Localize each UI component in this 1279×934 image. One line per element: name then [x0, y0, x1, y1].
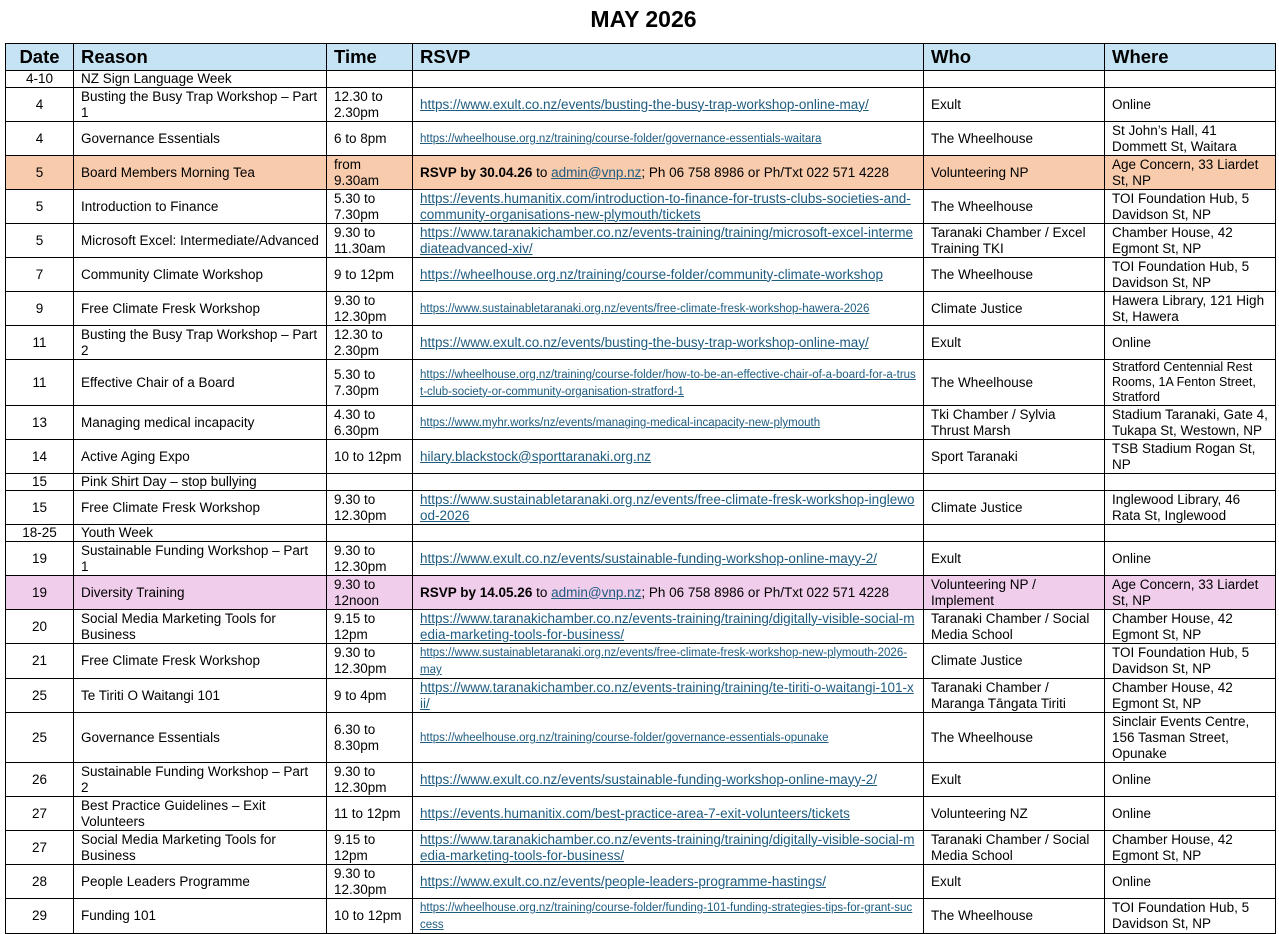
header-row: [6, 44, 1276, 71]
who-cell: The Wheelhouse: [924, 122, 1105, 156]
table-row: [6, 763, 1276, 797]
header-reason: Reason: [74, 44, 327, 71]
rsvp-link[interactable]: https://wheelhouse.org.nz/training/course-folder/governance-essentials-waitara: [420, 133, 822, 145]
rsvp-link[interactable]: https://www.sustainabletaranaki.org.nz/events/free-climate-fresk-workshop-hawera-2026: [420, 303, 870, 315]
date-cell: 4: [6, 122, 74, 156]
reason-cell: Social Media Marketing Tools for Business: [74, 831, 327, 865]
reason-cell: Community Climate Workshop: [74, 258, 327, 292]
who-cell: Volunteering NZ: [924, 797, 1105, 831]
time-cell: 9.30 to 11.30am: [327, 224, 413, 258]
time-cell: [327, 525, 413, 542]
where-cell: Age Concern, 33 Liardet St, NP: [1105, 156, 1276, 190]
date-cell: 15: [6, 491, 74, 525]
where-cell: St John’s Hall, 41 Dommett St, Waitara: [1105, 122, 1276, 156]
who-cell: [924, 525, 1105, 542]
time-cell: 9.30 to 12.30pm: [327, 763, 413, 797]
reason-cell: Introduction to Finance: [74, 190, 327, 224]
table-row: [6, 525, 1276, 542]
date-cell: 27: [6, 831, 74, 865]
reason-cell: Managing medical incapacity: [74, 406, 327, 440]
where-cell: [1105, 71, 1276, 88]
page-title: MAY 2026: [590, 6, 697, 32]
where-cell: Chamber House, 42 Egmont St, NP: [1105, 610, 1276, 644]
rsvp-link[interactable]: https://www.exult.co.nz/events/sustainable-funding-workshop-online-mayy-2/: [420, 550, 877, 566]
time-cell: 10 to 12pm: [327, 440, 413, 474]
where-cell: Age Concern, 33 Liardet St, NP: [1105, 576, 1276, 610]
date-cell: 15: [6, 474, 74, 491]
time-cell: 5.30 to 7.30pm: [327, 190, 413, 224]
rsvp-cell: [413, 88, 924, 122]
date-cell: 19: [6, 542, 74, 576]
time-cell: 9 to 4pm: [327, 679, 413, 713]
who-cell: Climate Justice: [924, 491, 1105, 525]
time-cell: 6.30 to 8.30pm: [327, 713, 413, 763]
rsvp-link[interactable]: https://www.exult.co.nz/events/busting-the-busy-trap-workshop-online-may/: [420, 96, 869, 112]
rsvp-phone: ; Ph 06 758 8986 or Ph/Txt 022 571 4228: [641, 584, 890, 600]
reason-cell: People Leaders Programme: [74, 865, 327, 899]
date-cell: 5: [6, 156, 74, 190]
date-cell: 5: [6, 224, 74, 258]
rsvp-cell: [413, 491, 924, 525]
where-cell: Sinclair Events Centre, 156 Tasman Street, Opunake: [1105, 713, 1276, 763]
reason-cell: Diversity Training: [74, 576, 327, 610]
rsvp-link[interactable]: https://www.sustainabletaranaki.org.nz/events/free-climate-fresk-workshop-inglewood-2026: [420, 491, 915, 523]
where-cell: TOI Foundation Hub, 5 Davidson St, NP: [1105, 190, 1276, 224]
who-cell: Taranaki Chamber / Maranga Tāngata Tiriti: [924, 679, 1105, 713]
date-cell: 5: [6, 190, 74, 224]
header-date: Date: [6, 44, 74, 71]
table-row: [6, 440, 1276, 474]
table-row: [6, 71, 1276, 88]
time-cell: 9.30 to 12.30pm: [327, 644, 413, 679]
date-cell: 11: [6, 360, 74, 406]
time-cell: 9.30 to 12.30pm: [327, 865, 413, 899]
time-cell: 9.15 to 12pm: [327, 831, 413, 865]
rsvp-link[interactable]: https://www.taranakichamber.co.nz/events-training/training/microsoft-excel-intermediateadvanced-xiv/: [420, 224, 913, 256]
date-cell: 13: [6, 406, 74, 440]
table-row: [6, 797, 1276, 831]
reason-cell: Pink Shirt Day – stop bullying: [74, 474, 327, 491]
time-cell: 5.30 to 7.30pm: [327, 360, 413, 406]
table-row: [6, 576, 1276, 610]
who-cell: Climate Justice: [924, 292, 1105, 326]
reason-cell: Busting the Busy Trap Workshop – Part 1: [74, 88, 327, 122]
time-cell: 9.30 to 12.30pm: [327, 292, 413, 326]
reason-cell: Best Practice Guidelines – Exit Volunteers: [74, 797, 327, 831]
rsvp-cell: [413, 224, 924, 258]
where-cell: TOI Foundation Hub, 5 Davidson St, NP: [1105, 644, 1276, 679]
reason-cell: Effective Chair of a Board: [74, 360, 327, 406]
who-cell: Volunteering NP / Implement: [924, 576, 1105, 610]
rsvp-cell: [413, 576, 924, 610]
header-where: Where: [1105, 44, 1276, 71]
table-row: [6, 713, 1276, 763]
who-cell: Taranaki Chamber / Social Media School: [924, 610, 1105, 644]
table-row: [6, 474, 1276, 491]
header-time: Time: [327, 44, 413, 71]
rsvp-link[interactable]: https://www.exult.co.nz/events/people-leaders-programme-hastings/: [420, 873, 826, 889]
reason-cell: Microsoft Excel: Intermediate/Advanced: [74, 224, 327, 258]
date-cell: 9: [6, 292, 74, 326]
rsvp-cell: [413, 525, 924, 542]
rsvp-deadline: RSVP by 14.05.26: [420, 584, 533, 600]
who-cell: Climate Justice: [924, 644, 1105, 679]
rsvp-cell: [413, 326, 924, 360]
date-cell: 21: [6, 644, 74, 679]
where-cell: [1105, 525, 1276, 542]
date-cell: 25: [6, 713, 74, 763]
table-row: [6, 679, 1276, 713]
rsvp-cell: [413, 831, 924, 865]
where-cell: Stratford Centennial Rest Rooms, 1A Fenton Street, Stratford: [1105, 360, 1276, 406]
where-cell: Online: [1105, 542, 1276, 576]
rsvp-link[interactable]: https://wheelhouse.org.nz/training/course-folder/governance-essentials-opunake: [420, 732, 829, 744]
where-cell: TOI Foundation Hub, 5 Davidson St, NP: [1105, 258, 1276, 292]
rsvp-cell: [413, 258, 924, 292]
rsvp-cell: [413, 71, 924, 88]
where-cell: Chamber House, 42 Egmont St, NP: [1105, 831, 1276, 865]
rsvp-link[interactable]: https://www.exult.co.nz/events/busting-the-busy-trap-workshop-online-may/: [420, 334, 869, 350]
reason-cell: Free Climate Fresk Workshop: [74, 644, 327, 679]
rsvp-link[interactable]: https://www.taranakichamber.co.nz/events-training/training/digitally-visible-social-media-marketing-tools-for-business/: [420, 831, 915, 863]
rsvp-cell: [413, 474, 924, 491]
rsvp-link[interactable]: hilary.blackstock@sporttaranaki.org.nz: [420, 448, 652, 464]
header-who: Who: [924, 44, 1105, 71]
reason-cell: Sustainable Funding Workshop – Part 2: [74, 763, 327, 797]
who-cell: The Wheelhouse: [924, 190, 1105, 224]
date-cell: 18-25: [6, 525, 74, 542]
who-cell: Sport Taranaki: [924, 440, 1105, 474]
reason-cell: Funding 101: [74, 899, 327, 934]
who-cell: Taranaki Chamber / Excel Training TKI: [924, 224, 1105, 258]
table-row: [6, 542, 1276, 576]
table-row: [6, 865, 1276, 899]
table-row: [6, 258, 1276, 292]
reason-cell: Governance Essentials: [74, 122, 327, 156]
time-cell: 9.30 to 12.30pm: [327, 542, 413, 576]
date-cell: 11: [6, 326, 74, 360]
who-cell: Volunteering NP: [924, 156, 1105, 190]
rsvp-link[interactable]: https://events.humanitix.com/best-practice-area-7-exit-volunteers/tickets: [420, 805, 850, 821]
rsvp-cell: [413, 763, 924, 797]
date-cell: 27: [6, 797, 74, 831]
reason-cell: Te Tiriti O Waitangi 101: [74, 679, 327, 713]
reason-cell: Youth Week: [74, 525, 327, 542]
reason-cell: NZ Sign Language Week: [74, 71, 327, 88]
who-cell: The Wheelhouse: [924, 899, 1105, 934]
date-cell: 28: [6, 865, 74, 899]
rsvp-cell: [413, 899, 924, 934]
date-cell: 7: [6, 258, 74, 292]
time-cell: 12.30 to 2.30pm: [327, 88, 413, 122]
who-cell: The Wheelhouse: [924, 258, 1105, 292]
rsvp-phone: ; Ph 06 758 8986 or Ph/Txt 022 571 4228: [641, 164, 890, 180]
rsvp-cell: [413, 190, 924, 224]
rsvp-to: to: [532, 584, 552, 600]
time-cell: 9.15 to 12pm: [327, 610, 413, 644]
time-cell: 6 to 8pm: [327, 122, 413, 156]
rsvp-cell: [413, 713, 924, 763]
time-cell: 11 to 12pm: [327, 797, 413, 831]
time-cell: 10 to 12pm: [327, 899, 413, 934]
reason-cell: Free Climate Fresk Workshop: [74, 292, 327, 326]
time-cell: 12.30 to 2.30pm: [327, 326, 413, 360]
table-row: [6, 610, 1276, 644]
rsvp-cell: [413, 292, 924, 326]
table-row: [6, 360, 1276, 406]
where-cell: [1105, 474, 1276, 491]
time-cell: [327, 71, 413, 88]
reason-cell: Free Climate Fresk Workshop: [74, 491, 327, 525]
time-cell: [327, 474, 413, 491]
time-cell: 9.30 to 12noon: [327, 576, 413, 610]
where-cell: Stadium Taranaki, Gate 4, Tukapa St, Westown, NP: [1105, 406, 1276, 440]
rsvp-cell: [413, 406, 924, 440]
rsvp-cell: [413, 542, 924, 576]
rsvp-cell: [413, 644, 924, 679]
date-cell: 14: [6, 440, 74, 474]
who-cell: Exult: [924, 763, 1105, 797]
who-cell: Exult: [924, 865, 1105, 899]
rsvp-cell: [413, 122, 924, 156]
rsvp-cell: [413, 610, 924, 644]
table-row: [6, 122, 1276, 156]
date-cell: 20: [6, 610, 74, 644]
rsvp-link[interactable]: https://wheelhouse.org.nz/training/course-folder/how-to-be-an-effective-chair-of-a-board-for-a-trust-club-society-or-community-organisation-stratford-1: [420, 368, 916, 398]
rsvp-deadline: RSVP by 30.04.26: [420, 164, 533, 180]
rsvp-cell: [413, 360, 924, 406]
date-cell: 25: [6, 679, 74, 713]
date-cell: 19: [6, 576, 74, 610]
table-row: [6, 899, 1276, 934]
rsvp-link[interactable]: https://wheelhouse.org.nz/training/course-folder/community-climate-workshop: [420, 266, 883, 282]
where-cell: Online: [1105, 865, 1276, 899]
reason-cell: Sustainable Funding Workshop – Part 1: [74, 542, 327, 576]
rsvp-link[interactable]: https://www.taranakichamber.co.nz/events-training/training/te-tiriti-o-waitangi-101-xii/: [420, 679, 914, 711]
rsvp-email-link[interactable]: admin@vnp.nz: [551, 164, 642, 180]
time-cell: from 9.30am: [327, 156, 413, 190]
date-cell: 4: [6, 88, 74, 122]
where-cell: TOI Foundation Hub, 5 Davidson St, NP: [1105, 899, 1276, 934]
where-cell: Online: [1105, 763, 1276, 797]
table-row: [6, 491, 1276, 525]
rsvp-cell: [413, 865, 924, 899]
date-cell: 29: [6, 899, 74, 934]
rsvp-link[interactable]: https://www.sustainabletaranaki.org.nz/events/free-climate-fresk-workshop-new-plymouth-2026-may: [420, 647, 908, 676]
who-cell: [924, 474, 1105, 491]
who-cell: Tki Chamber / Sylvia Thrust Marsh: [924, 406, 1105, 440]
rsvp-cell: [413, 797, 924, 831]
where-cell: Online: [1105, 326, 1276, 360]
reason-cell: Governance Essentials: [74, 713, 327, 763]
table-row: [6, 326, 1276, 360]
rsvp-link[interactable]: https://events.humanitix.com/introduction-to-finance-for-trusts-clubs-societies-and-community-organisations-new-plymouth/tickets: [420, 190, 911, 222]
rsvp-cell: [413, 679, 924, 713]
table-row: [6, 831, 1276, 865]
table-row: [6, 292, 1276, 326]
who-cell: Taranaki Chamber / Social Media School: [924, 831, 1105, 865]
table-row: [6, 88, 1276, 122]
reason-cell: Board Members Morning Tea: [74, 156, 327, 190]
where-cell: Chamber House, 42 Egmont St, NP: [1105, 679, 1276, 713]
who-cell: Exult: [924, 326, 1105, 360]
rsvp-link[interactable]: https://www.exult.co.nz/events/sustainable-funding-workshop-online-mayy-2/: [420, 771, 877, 787]
time-cell: 4.30 to 6.30pm: [327, 406, 413, 440]
table-row: [6, 190, 1276, 224]
where-cell: Inglewood Library, 46 Rata St, Inglewood: [1105, 491, 1276, 525]
where-cell: Online: [1105, 88, 1276, 122]
events-table: [5, 43, 1276, 934]
date-cell: 26: [6, 763, 74, 797]
who-cell: The Wheelhouse: [924, 713, 1105, 763]
table-row: [6, 156, 1276, 190]
rsvp-link[interactable]: https://www.taranakichamber.co.nz/events-training/training/digitally-visible-social-media-marketing-tools-for-business/: [420, 610, 915, 642]
time-cell: 9.30 to 12.30pm: [327, 491, 413, 525]
header-rsvp: RSVP: [413, 44, 924, 71]
where-cell: Chamber House, 42 Egmont St, NP: [1105, 224, 1276, 258]
table-row: [6, 224, 1276, 258]
date-cell: 4-10: [6, 71, 74, 88]
who-cell: Exult: [924, 88, 1105, 122]
time-cell: 9 to 12pm: [327, 258, 413, 292]
where-cell: TSB Stadium Rogan St, NP: [1105, 440, 1276, 474]
where-cell: Hawera Library, 121 High St, Hawera: [1105, 292, 1276, 326]
who-cell: The Wheelhouse: [924, 360, 1105, 406]
rsvp-email-link[interactable]: admin@vnp.nz: [551, 584, 642, 600]
reason-cell: Social Media Marketing Tools for Business: [74, 610, 327, 644]
reason-cell: Active Aging Expo: [74, 440, 327, 474]
rsvp-link[interactable]: https://wheelhouse.org.nz/training/course-folder/funding-101-funding-strategies-tips-for-grant-success: [420, 902, 913, 931]
who-cell: [924, 71, 1105, 88]
table-row: [6, 644, 1276, 679]
who-cell: Exult: [924, 542, 1105, 576]
rsvp-cell: [413, 156, 924, 190]
table-row: [6, 406, 1276, 440]
reason-cell: Busting the Busy Trap Workshop – Part 2: [74, 326, 327, 360]
rsvp-link[interactable]: https://www.myhr.works/nz/events/managing-medical-incapacity-new-plymouth: [420, 417, 821, 429]
rsvp-to: to: [532, 164, 552, 180]
rsvp-cell: [413, 440, 924, 474]
where-cell: Online: [1105, 797, 1276, 831]
